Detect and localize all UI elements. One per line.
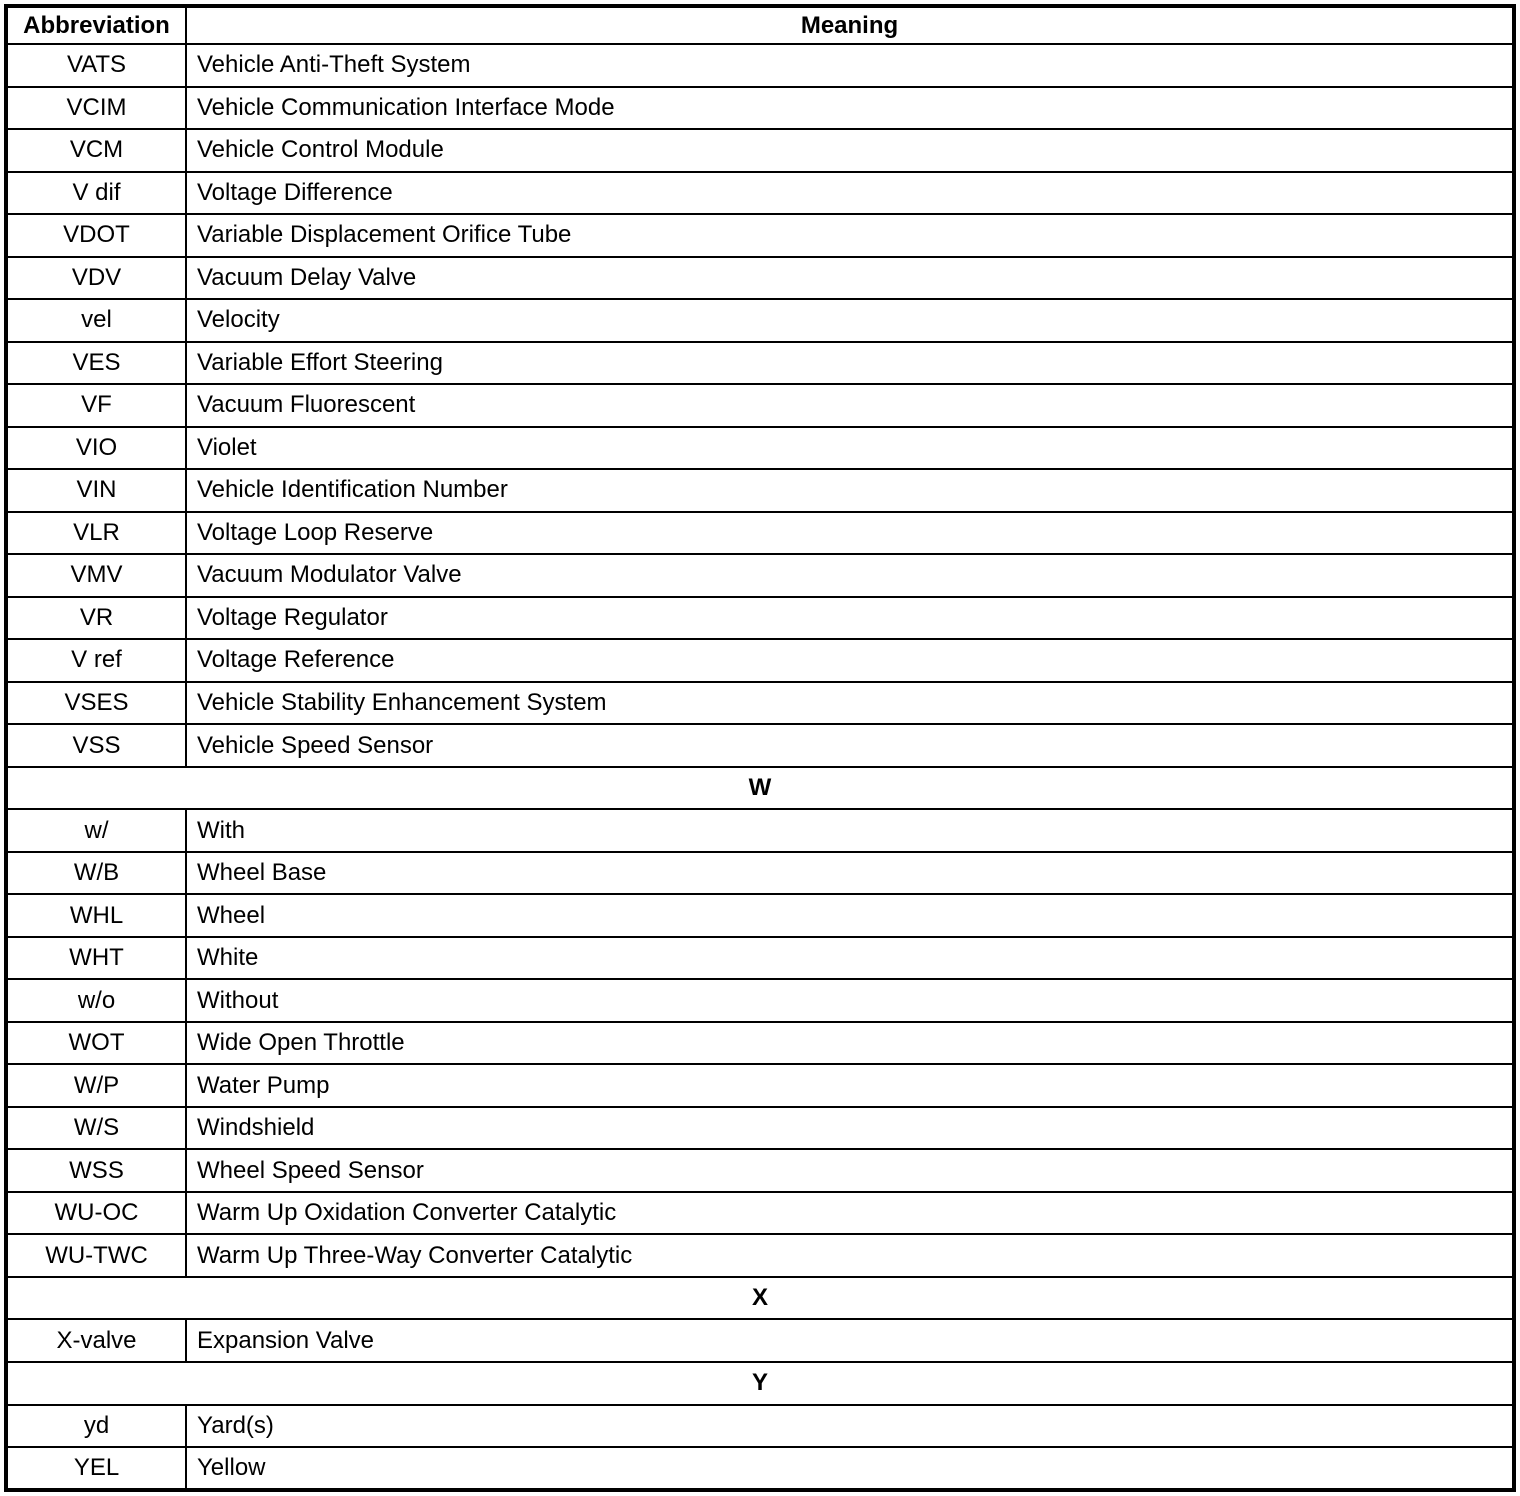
section-letter: X: [6, 1277, 1514, 1320]
abbreviation-cell: X-valve: [6, 1319, 186, 1362]
table-row: [6, 1022, 1514, 1065]
table-row: [6, 44, 1514, 87]
table-row: [6, 427, 1514, 470]
abbreviation-cell: VLR: [6, 512, 186, 555]
table-row: [6, 469, 1514, 512]
meaning-cell: Voltage Loop Reserve: [186, 512, 1514, 555]
table-row: [6, 87, 1514, 130]
meaning-cell: Expansion Valve: [186, 1319, 1514, 1362]
abbreviation-cell: w/o: [6, 979, 186, 1022]
abbreviation-cell: vel: [6, 299, 186, 342]
table-row: [6, 682, 1514, 725]
table-row: [6, 1149, 1514, 1192]
abbreviation-cell: YEL: [6, 1447, 186, 1490]
meaning-cell: Vehicle Anti-Theft System: [186, 44, 1514, 87]
meaning-cell: Vehicle Stability Enhancement System: [186, 682, 1514, 725]
section-row: [6, 1362, 1514, 1405]
meaning-cell: Windshield: [186, 1107, 1514, 1150]
meaning-cell: With: [186, 809, 1514, 852]
section-letter: W: [6, 767, 1514, 810]
table-row: [6, 852, 1514, 895]
abbreviation-cell: yd: [6, 1405, 186, 1448]
table-row: [6, 1192, 1514, 1235]
meaning-cell: Warm Up Oxidation Converter Catalytic: [186, 1192, 1514, 1235]
meaning-cell: Voltage Reference: [186, 639, 1514, 682]
meaning-cell: Vehicle Speed Sensor: [186, 724, 1514, 767]
section-row: [6, 767, 1514, 810]
table-row: [6, 299, 1514, 342]
abbreviation-cell: V ref: [6, 639, 186, 682]
abbreviation-cell: VCM: [6, 129, 186, 172]
table-row: [6, 129, 1514, 172]
abbreviation-column-header: Abbreviation: [6, 6, 186, 44]
abbreviation-cell: VATS: [6, 44, 186, 87]
table-row: [6, 1405, 1514, 1448]
abbreviation-cell: WHT: [6, 937, 186, 980]
meaning-cell: Wheel Speed Sensor: [186, 1149, 1514, 1192]
abbreviation-cell: WOT: [6, 1022, 186, 1065]
abbreviation-cell: w/: [6, 809, 186, 852]
abbreviation-cell: VCIM: [6, 87, 186, 130]
meaning-cell: Voltage Difference: [186, 172, 1514, 215]
table-row: [6, 384, 1514, 427]
table-row: [6, 1447, 1514, 1490]
table-row: [6, 342, 1514, 385]
meaning-cell: White: [186, 937, 1514, 980]
abbreviation-cell: W/S: [6, 1107, 186, 1150]
abbreviation-cell: VIO: [6, 427, 186, 470]
table-row: [6, 597, 1514, 640]
meaning-cell: Yellow: [186, 1447, 1514, 1490]
meaning-cell: Vacuum Fluorescent: [186, 384, 1514, 427]
abbreviation-cell: VMV: [6, 554, 186, 597]
abbreviation-table: [4, 4, 1516, 1492]
meaning-cell: Yard(s): [186, 1405, 1514, 1448]
table-row: [6, 1234, 1514, 1277]
abbreviation-cell: VES: [6, 342, 186, 385]
abbreviation-cell: VDV: [6, 257, 186, 300]
table-row: [6, 172, 1514, 215]
table-row: [6, 809, 1514, 852]
abbreviation-cell: VIN: [6, 469, 186, 512]
meaning-cell: Vehicle Identification Number: [186, 469, 1514, 512]
table-row: [6, 1064, 1514, 1107]
meaning-cell: Velocity: [186, 299, 1514, 342]
meaning-cell: Voltage Regulator: [186, 597, 1514, 640]
table-row: [6, 937, 1514, 980]
table-row: [6, 554, 1514, 597]
abbreviation-cell: V dif: [6, 172, 186, 215]
meaning-cell: Warm Up Three-Way Converter Catalytic: [186, 1234, 1514, 1277]
header-row: [6, 6, 1514, 44]
table-body: [6, 44, 1514, 1490]
meaning-cell: Variable Displacement Orifice Tube: [186, 214, 1514, 257]
table-row: [6, 214, 1514, 257]
meaning-cell: Violet: [186, 427, 1514, 470]
table-row: [6, 979, 1514, 1022]
meaning-column-header: Meaning: [186, 6, 1514, 44]
abbreviation-cell: W/P: [6, 1064, 186, 1107]
abbreviation-cell: WU-TWC: [6, 1234, 186, 1277]
abbreviation-cell: VF: [6, 384, 186, 427]
table-row: [6, 512, 1514, 555]
meaning-cell: Vehicle Control Module: [186, 129, 1514, 172]
abbreviation-cell: VDOT: [6, 214, 186, 257]
meaning-cell: Vacuum Modulator Valve: [186, 554, 1514, 597]
meaning-cell: Wide Open Throttle: [186, 1022, 1514, 1065]
table-row: [6, 257, 1514, 300]
meaning-cell: Wheel: [186, 894, 1514, 937]
meaning-cell: Vehicle Communication Interface Mode: [186, 87, 1514, 130]
abbreviation-cell: WHL: [6, 894, 186, 937]
abbreviation-cell: VSES: [6, 682, 186, 725]
abbreviation-cell: VSS: [6, 724, 186, 767]
meaning-cell: Water Pump: [186, 1064, 1514, 1107]
table-row: [6, 639, 1514, 682]
table-row: [6, 894, 1514, 937]
meaning-cell: Wheel Base: [186, 852, 1514, 895]
table-row: [6, 724, 1514, 767]
meaning-cell: Vacuum Delay Valve: [186, 257, 1514, 300]
section-letter: Y: [6, 1362, 1514, 1405]
table-row: [6, 1319, 1514, 1362]
meaning-cell: Variable Effort Steering: [186, 342, 1514, 385]
abbreviation-cell: WU-OC: [6, 1192, 186, 1235]
table-row: [6, 1107, 1514, 1150]
abbreviation-cell: W/B: [6, 852, 186, 895]
abbreviation-cell: WSS: [6, 1149, 186, 1192]
section-row: [6, 1277, 1514, 1320]
abbreviation-cell: VR: [6, 597, 186, 640]
meaning-cell: Without: [186, 979, 1514, 1022]
